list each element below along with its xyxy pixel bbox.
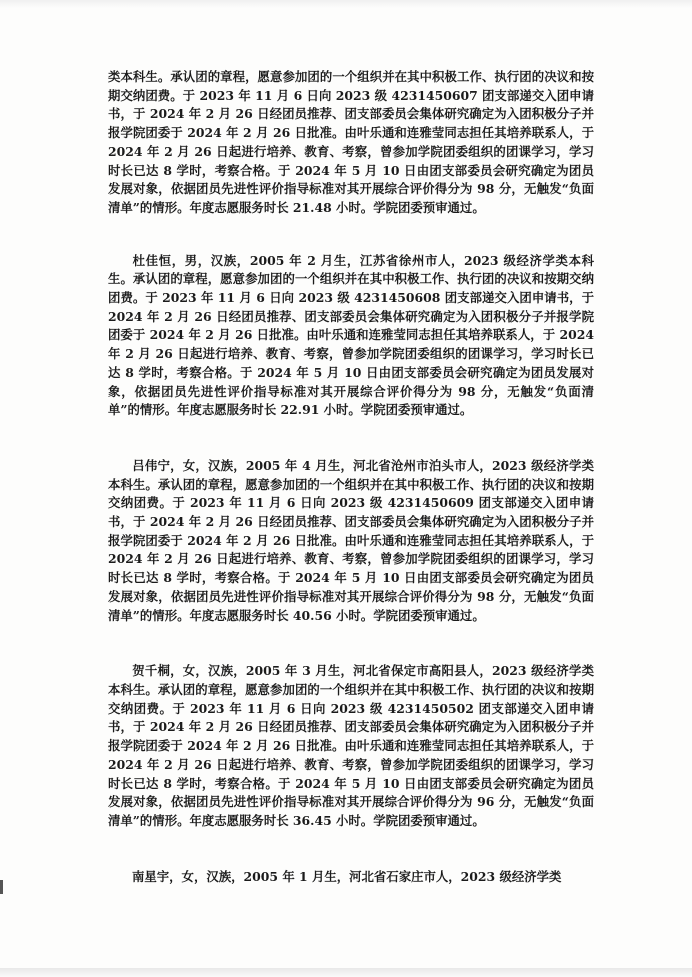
paragraph-he-qiantong [108,662,594,830]
paragraph-text: 吕伟宁，女，汉族，2005 年 4 月生，河北省沧州市泊头市人，2023 级经济学类本科生。承认团的章程，愿意参加团的一个组织并在其中积极工作、执行团的决议和按期交纳团费。于 2023 年 11 月 6 日向 2023 级 4231450609 团支部递交入团申请书，于 2024 年 2 月 26 日经团员推荐、团支部委员会集体研究确定为入团积极分子并报学院团委于 2024 年 2 月 26 日批准。由叶乐通和连雅莹同志担任其培养联系人，于 2024 年 2 月 26 日起进行培养、教育、考察，曾参加学院团委组织的团课学习，学习时长已达 8 学时，考察合格。于 2024 年 5 月 10 日由团支部委员会研究确定为团员发展对象，依据团员先进性评价指导标准对其开展综合评价得分为 98 分，无触发“负面清单”的情形。年度志愿服务时长 40.56 小时。学院团委预审通过。 [108,457,594,623]
paragraph-text: 南星宇，女，汉族，2005 年 1 月生，河北省石家庄市人，2023 级经济学类 [132,868,562,884]
paragraph-nan-xingyu [108,868,594,887]
paragraph-continuation [108,68,594,218]
page-top-shadow [0,0,692,8]
document-body [108,68,594,923]
scan-edge-mark [0,880,3,894]
paragraph-text: 贺千桐，女，汉族，2005 年 3 月生，河北省保定市高阳县人，2023 级经济学类本科生。承认团的章程，愿意参加团的一个组织并在其中积极工作、执行团的决议和按期交纳团费。于 2023 年 11 月 6 日向 2023 级 4231450502 团支部递交入团申请书，于 2024 年 2 月 26 日经团员推荐、团支部委员会集体研究确定为入团积极分子并报学院团委于 2024 年 2 月 26 日批准。由叶乐通和连雅莹同志担任其培养联系人，于 2024 年 2 月 26 日起进行培养、教育、考察，曾参加学院团委组织的团课学习，学习时长已达 8 学时，考察合格。于 2024 年 5 月 10 日由团支部委员会研究确定为团员发展对象，依据团员先进性评价指导标准对其开展综合评价得分为 96 分，无触发“负面清单”的情形。年度志愿服务时长 36.45 小时。学院团委预审通过。 [108,663,594,828]
paragraph-text: 类本科生。承认团的章程，愿意参加团的一个组织并在其中积极工作、执行团的决议和按期交纳团费。于 2023 年 11 月 6 日向 2023 级 4231450607 团支部递交入团申请书，于 2024 年 2 月 26 日经团员推荐、团支部委员会集体研究确定为入团积极分子并报学院团委于 2024 年 2 月 26 日批准。由叶乐通和连雅莹同志担任其培养联系人，于 2024 年 2 月 26 日起进行培养、教育、考察，曾参加学院团委组织的团课学习，学习时长已达 8 学时，考察合格。于 2024 年 5 月 10 日由团支部委员会研究确定为团员发展对象，依据团员先进性评价指导标准对其开展综合评价得分为 98 分，无触发“负面清单”的情形。年度志愿服务时长 21.48 小时。学院团委预审通过。 [108,69,594,215]
paragraph-text: 杜佳恒，男，汉族，2005 年 2 月生，江苏省徐州市人，2023 级经济学类本科生。承认团的章程，愿意参加团的一个组织并在其中积极工作、执行团的决议和按期交纳团费。于 2023 年 11 月 6 日向 2023 级 4231450608 团支部递交入团申请书，于 2024 年 2 月 26 日经团员推荐、团支部委员会集体研究确定为入团积极分子并报学院团委于 2024 年 2 月 26 日批准。由叶乐通和连雅莹同志担任其培养联系人，于 2024 年 2 月 26 日起进行培养、教育、考察，曾参加学院团委组织的团课学习，学习时长已达 8 学时，考察合格。于 2024 年 5 月 10 日由团支部委员会研究确定为团员发展对象，依据团员先进性评价指导标准对其开展综合评价得分为 98 分，无触发“负面清单”的情形。年度志愿服务时长 22.91 小时。学院团委预审通过。 [108,252,594,418]
paragraph-du-jiaheng [108,252,594,420]
page-bottom-edge [0,968,692,977]
paragraph-lv-weining [108,457,594,625]
